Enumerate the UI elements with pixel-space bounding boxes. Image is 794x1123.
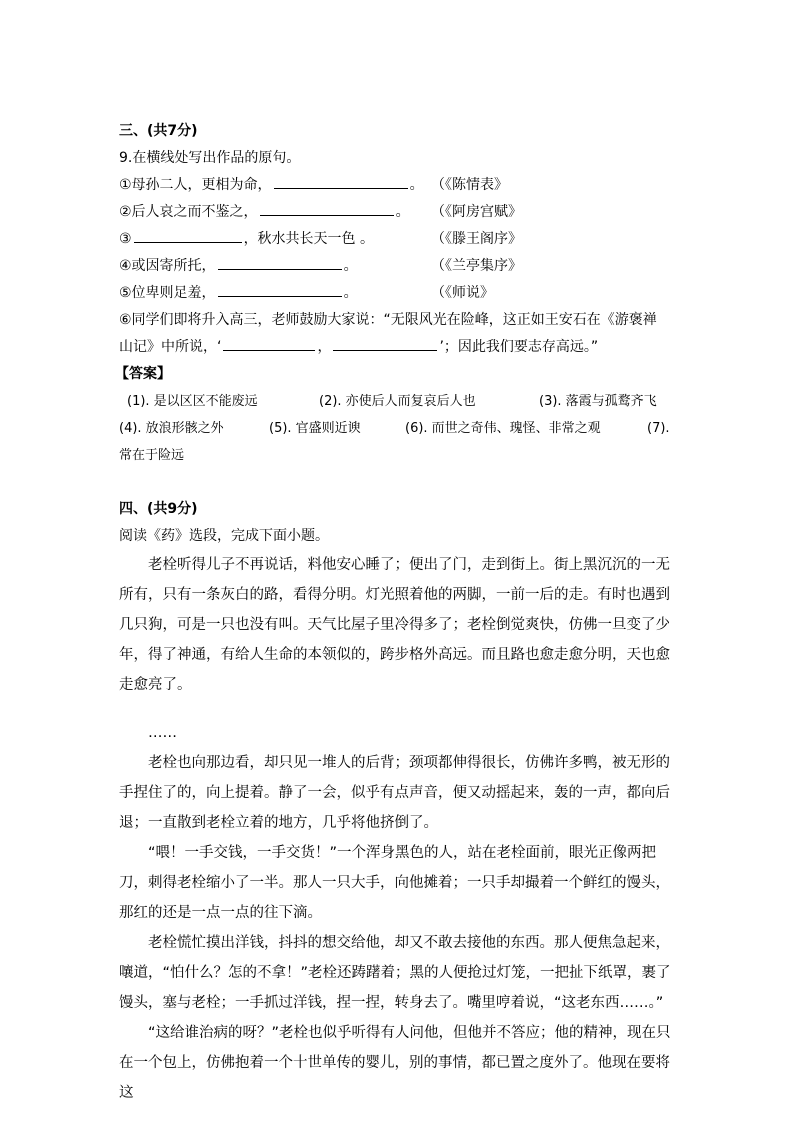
fill-blank-4[interactable] xyxy=(218,254,342,270)
answer-label: 【答案】 xyxy=(115,366,171,382)
fill-item-6-mid: ， xyxy=(317,339,332,355)
fill-item-5-prefix: ⑤位卑则足羞， xyxy=(119,285,216,301)
fill-item-4-prefix: ④或因寄所托， xyxy=(119,258,216,274)
fill-blank-2[interactable] xyxy=(260,200,394,216)
fill-blank-6a[interactable] xyxy=(223,335,315,351)
answer-2: (2). 亦使后人而复哀后人也 xyxy=(319,394,476,409)
section-four-heading: 四、(共9分) xyxy=(119,501,198,517)
answer-row-1 xyxy=(119,388,679,415)
fill-item-4-source: （《兰亭集序》 xyxy=(431,258,522,274)
fill-item-4 xyxy=(119,253,679,280)
fill-item-1-prefix: ①母孙二人，更相为命， xyxy=(119,177,272,193)
passage-paragraph-5: “这给谁治病的呀？”老栓也似乎听得有人问他，但他并不答应；他的精神，现在只在一个包上，仿佛抱着一个十世单传的婴儿，别的事情，都已置之度外了。他现在要将这 xyxy=(119,1025,671,1101)
section-three-heading: 三、(共7分) xyxy=(119,123,198,139)
fill-blank-5[interactable] xyxy=(218,281,342,297)
answer-3: (3). 落霞与孤鹜齐飞 xyxy=(539,394,657,409)
fill-item-2 xyxy=(119,199,679,226)
passage-paragraph-4: 老栓慌忙摸出洋钱，抖抖的想交给他，却又不敢去接他的东西。那人便焦急起来，嚷道，“怕什么？怎的不拿！”老栓还踌躇着；黑的人便抢过灯笼，一把扯下纸罩，裹了馒头，塞与老栓；一手抓过洋钱，捏一捏，转身去了。嘴里哼着说，“这老东西……。” xyxy=(119,935,671,1011)
paragraph-spacer xyxy=(119,700,679,718)
answer-row-2 xyxy=(119,415,679,442)
answer-5: (5). 官盛则近谀 xyxy=(269,421,361,436)
fill-item-6-line-2 xyxy=(119,334,679,361)
fill-blank-1[interactable] xyxy=(274,173,408,189)
fill-item-6-line-1: ⑥同学们即将升入高三，老师鼓励大家说：“无限风光在险峰，这正如王安石在《游褒禅 xyxy=(119,312,657,328)
reading-intro: 阅读《药》选段，完成下面小题。 xyxy=(119,528,329,544)
fill-item-1-suffix: 。 xyxy=(409,177,424,193)
fill-item-3-source: （《滕王阁序》 xyxy=(431,231,522,247)
answer-7-number: (7). xyxy=(647,421,670,436)
fill-item-5 xyxy=(119,280,679,307)
question-9-prompt: 9.在横线处写出作品的原句。 xyxy=(119,150,301,166)
fill-item-3-prefix: ③ xyxy=(119,231,132,247)
answer-1: (1). 是以区区不能废远 xyxy=(127,394,258,409)
answer-row-3 xyxy=(119,442,679,469)
passage-paragraph-1: 老栓听得儿子不再说话，料他安心睡了；便出了门，走到街上。街上黑沉沉的一无所有，只有一条灰白的路，看得分明。灯光照着他的两脚，一前一后的走。有时也遇到几只狗，可是一只也没有叫。天气比屋子里冷得多了；老栓倒觉爽快，仿佛一旦变了少年，得了神通，有给人生命的本领似的，跨步格外高远。而且路也愈走愈分明，天也愈走愈亮了。 xyxy=(119,557,670,693)
fill-blank-3[interactable] xyxy=(134,227,242,243)
fill-item-2-suffix: 。 xyxy=(395,204,410,220)
page-content xyxy=(115,118,679,1108)
fill-item-6-suffix: ’；因此我们要志存高远。” xyxy=(439,339,599,355)
passage-ellipsis: …… xyxy=(148,725,177,741)
answer-4: (4). 放浪形骸之外 xyxy=(119,421,224,436)
fill-item-2-source: （《阿房宫赋》 xyxy=(431,204,522,220)
fill-item-5-suffix: 。 xyxy=(343,285,358,301)
fill-blank-6b[interactable] xyxy=(333,335,437,351)
answer-7-text: 常在于险远 xyxy=(119,448,185,463)
passage-paragraph-3: “喂！一手交钱，一手交货！”一个浑身黑色的人，站在老栓面前，眼光正像两把刀，刺得老栓缩小了一半。那人一只大手，向他摊着；一只手却撮着一个鲜红的馒头，那红的还是一点一点的往下滴。 xyxy=(119,845,670,921)
fill-item-1 xyxy=(119,172,679,199)
answer-6: (6). 而世之奇伟、瑰怪、非常之观 xyxy=(405,421,601,436)
fill-item-5-source: （《师说》 xyxy=(431,285,494,301)
fill-item-1-source: （《陈情表》 xyxy=(431,177,508,193)
section-gap xyxy=(119,469,679,496)
fill-item-6-prefix: 山记》中所说，‘ xyxy=(119,339,222,355)
fill-item-3-suffix: ，秋水共长天一色 。 xyxy=(243,231,375,247)
fill-item-3 xyxy=(119,226,679,253)
fill-item-4-suffix: 。 xyxy=(343,258,358,274)
fill-item-2-prefix: ②后人哀之而不鉴之， xyxy=(119,204,258,220)
passage-paragraph-2: 老栓也向那边看，却只见一堆人的后背；颈项都伸得很长，仿佛许多鸭，被无形的手捏住了的，向上提着。静了一会，似乎有点声音，便又动摇起来，轰的一声，都向后退；一直散到老栓立着的地方，几乎将他挤倒了。 xyxy=(119,755,670,831)
